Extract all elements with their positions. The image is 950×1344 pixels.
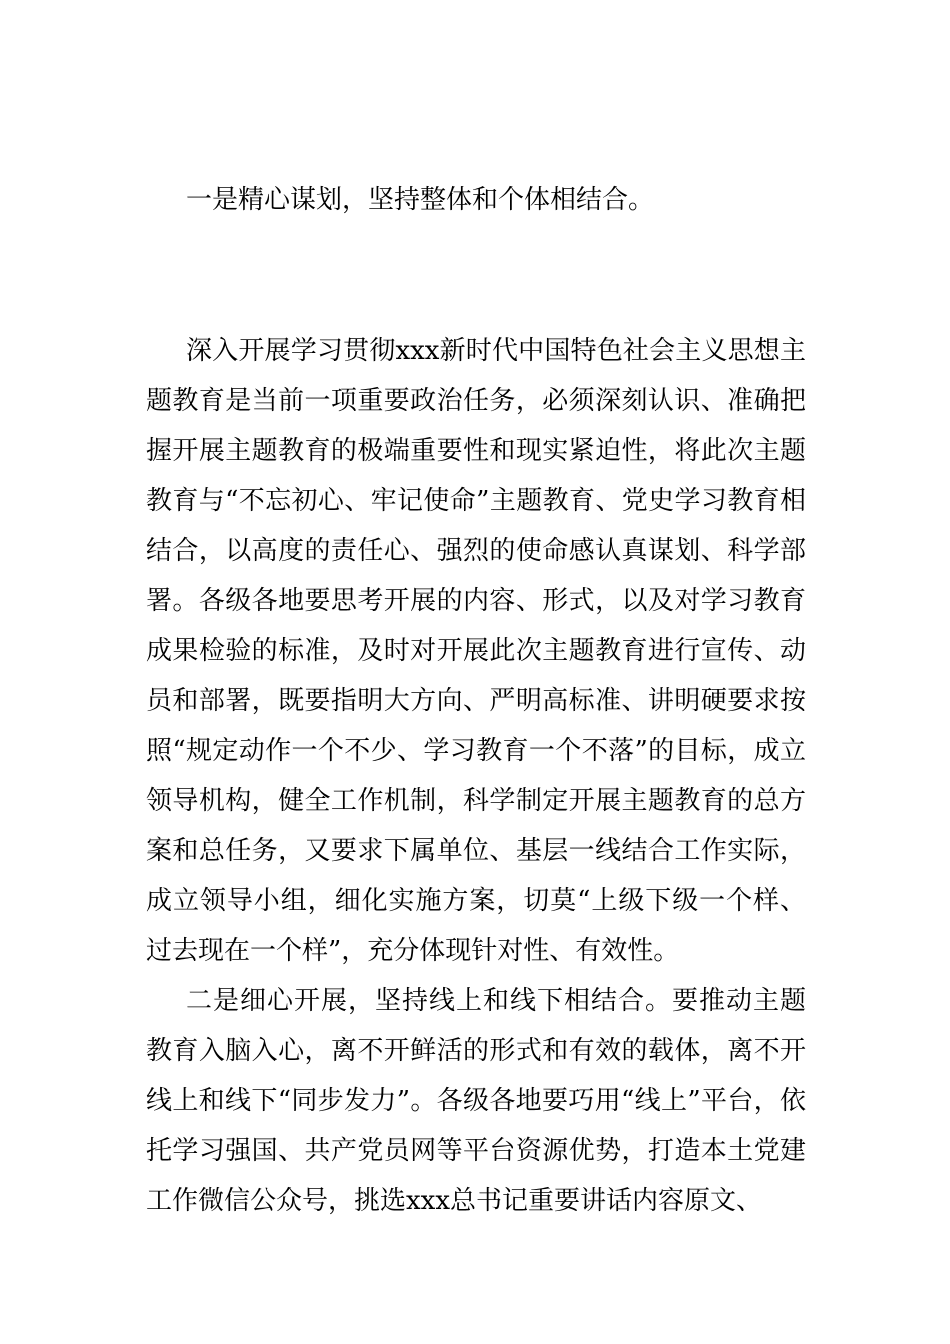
body-paragraph: 深入开展学习贯彻xxx新时代中国特色社会主义思想主题教育是当前一项重要政治任务，必须深刻认识、准确把握开展主题教育的极端重要性和现实紧迫性，将此次主题教育与“不忘初心、牢记使命”主题教育、党史学习教育相结合，以高度的责任心、强烈的使命感认真谋划、科学部署。各级各地要思考开展的内容、形式，以及对学习教育成果检验的标准，及时对开展此次主题教育进行宣传、动员和部署，既要指明大方向、严明高标准、讲明硬要求按照“规定动作一个不少、学习教育一个不落”的目标，成立领导机构，健全工作机制，科学制定开展主题教育的总方案和总任务，又要求下属单位、基层一线结合工作实际，成立领导小组，细化实施方案，切莫“上级下级一个样、过去现在一个样”，充分体现针对性、有效性。 <box>146 336 806 966</box>
body-paragraph: 二是细心开展，坚持线上和线下相结合。要推动主题教育入脑入心，离不开鲜活的形式和有效的载体，离不开线上和线下“同步发力”。各级各地要巧用“线上”平台，依托学习强国、共产党员网等平台资源优势，打造本土党建工作微信公众号，挑选xxx总书记重要讲话内容原文、 <box>146 986 806 1216</box>
section-heading-line: 一是精心谋划，坚持整体和个体相结合。 <box>186 185 655 215</box>
